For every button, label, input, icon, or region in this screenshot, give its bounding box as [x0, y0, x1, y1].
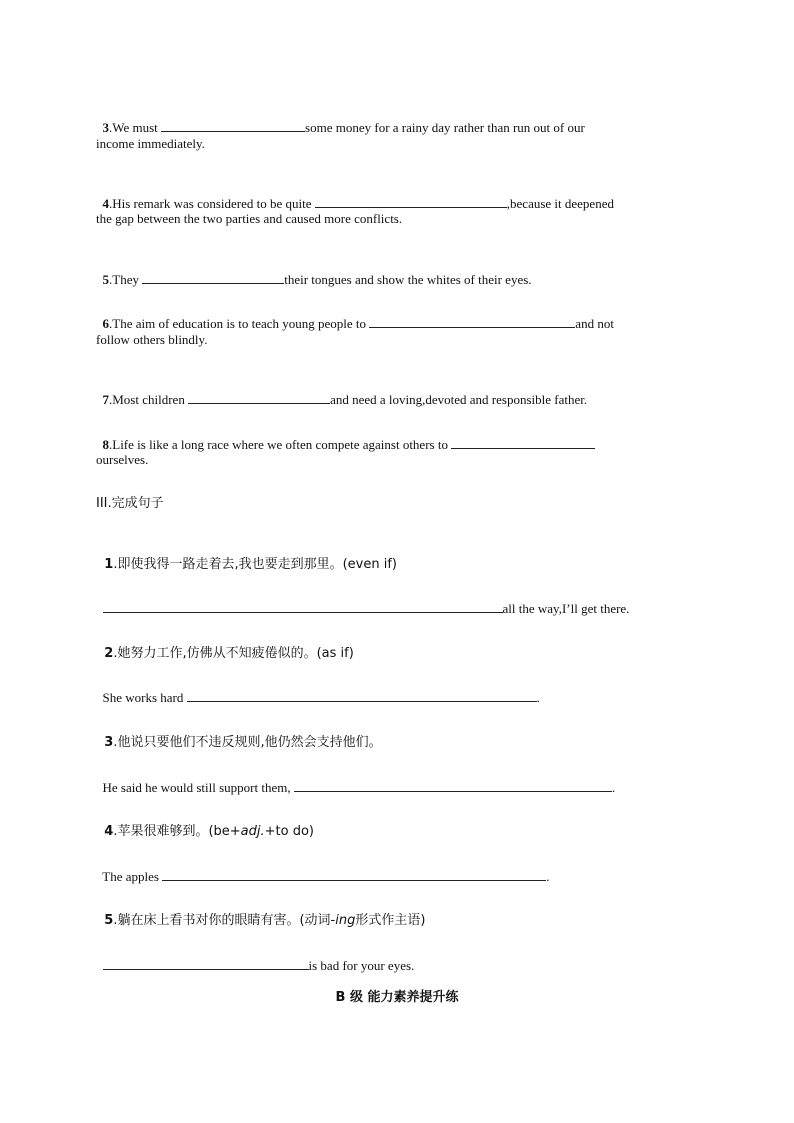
prompt-text: +to do)	[264, 824, 314, 839]
prompt-text: .苹果很难够到。(be+	[113, 824, 241, 839]
exercise-item	[96, 421, 595, 453]
item-number: 8	[102, 437, 109, 452]
exercise-prompt	[96, 630, 354, 662]
answer-line	[96, 942, 414, 974]
item-text: their tongues and show the whites of their eyes.	[284, 272, 532, 287]
item-text: ,because it deepened	[506, 196, 614, 211]
answer-text: .	[611, 780, 616, 795]
answer-blank[interactable]	[315, 196, 507, 208]
answer-text: all the way,I’ll get there.	[502, 601, 630, 616]
item-continuation: income immediately.	[96, 136, 205, 151]
item-text: .His remark was considered to be quite	[109, 196, 315, 211]
answer-text: The apples	[102, 869, 163, 884]
item-number: 2	[104, 646, 114, 661]
answer-text: He said he would still support them,	[102, 780, 294, 795]
exercise-item	[96, 300, 614, 332]
answer-line	[96, 585, 629, 617]
answer-text: .	[536, 690, 540, 705]
item-text: .Most children	[109, 392, 189, 407]
item-text: and need a loving,devoted and responsible father.	[330, 392, 588, 407]
item-text: and not	[575, 316, 614, 331]
prompt-text: .躺在床上看书对你的眼睛有害。(动词-	[113, 913, 336, 928]
item-number: 5	[102, 272, 109, 287]
answer-blank[interactable]	[369, 316, 575, 328]
answer-text: is bad for your eyes.	[308, 958, 415, 973]
item-number: 4	[102, 196, 109, 211]
exercise-item	[96, 180, 614, 212]
item-continuation: follow others blindly.	[96, 332, 208, 347]
exercise-item	[96, 376, 587, 408]
prompt-text: .她努力工作,仿佛从不知疲倦似的。(as if)	[113, 646, 354, 661]
item-continuation: ourselves.	[96, 452, 149, 467]
item-number: 3	[102, 120, 109, 135]
answer-line	[96, 674, 540, 706]
exercise-prompt	[96, 808, 314, 840]
item-continuation: the gap between the two parties and caused more conflicts.	[96, 211, 403, 226]
item-text: .The aim of education is to teach young people to	[109, 316, 370, 331]
item-number: 3	[104, 735, 114, 750]
item-number: 6	[102, 316, 109, 331]
exercise-item	[96, 256, 532, 288]
answer-text: She works hard	[102, 690, 187, 705]
level-label: B 级 能力素养提升练	[335, 990, 459, 1005]
item-text: .They	[109, 272, 143, 287]
answer-blank[interactable]	[187, 690, 537, 702]
answer-text: .	[546, 869, 550, 884]
item-text: some money for a rainy day rather than run out of our	[305, 120, 585, 135]
item-text: .We must	[109, 120, 162, 135]
prompt-text: .即使我得一路走着去,我也要走到那里。(even if)	[113, 557, 397, 572]
item-text: .Life is like a long race where we often compete against others to	[109, 437, 452, 452]
answer-line	[96, 853, 549, 885]
answer-blank[interactable]	[451, 437, 595, 449]
answer-blank[interactable]	[294, 780, 612, 792]
exercise-prompt	[96, 719, 382, 751]
answer-blank[interactable]	[103, 958, 309, 970]
item-number: 4	[104, 824, 114, 839]
answer-blank[interactable]	[103, 601, 503, 613]
exercise-prompt	[96, 541, 397, 573]
answer-blank[interactable]	[161, 120, 305, 132]
prompt-italic: adj.	[240, 824, 265, 839]
answer-blank[interactable]	[162, 869, 546, 881]
prompt-italic: ing	[335, 913, 356, 928]
prompt-text: .他说只要他们不违反规则,他仍然会支持他们。	[113, 735, 382, 750]
prompt-text: 形式作主语)	[355, 913, 426, 928]
answer-line	[96, 764, 615, 796]
item-number: 7	[102, 392, 109, 407]
section-heading: III.完成句子	[96, 496, 164, 511]
exercise-item	[96, 104, 585, 136]
item-number: 5	[104, 913, 114, 928]
exercise-prompt	[96, 897, 425, 929]
answer-blank[interactable]	[142, 272, 284, 284]
answer-blank[interactable]	[188, 392, 330, 404]
item-number: 1	[104, 557, 114, 572]
